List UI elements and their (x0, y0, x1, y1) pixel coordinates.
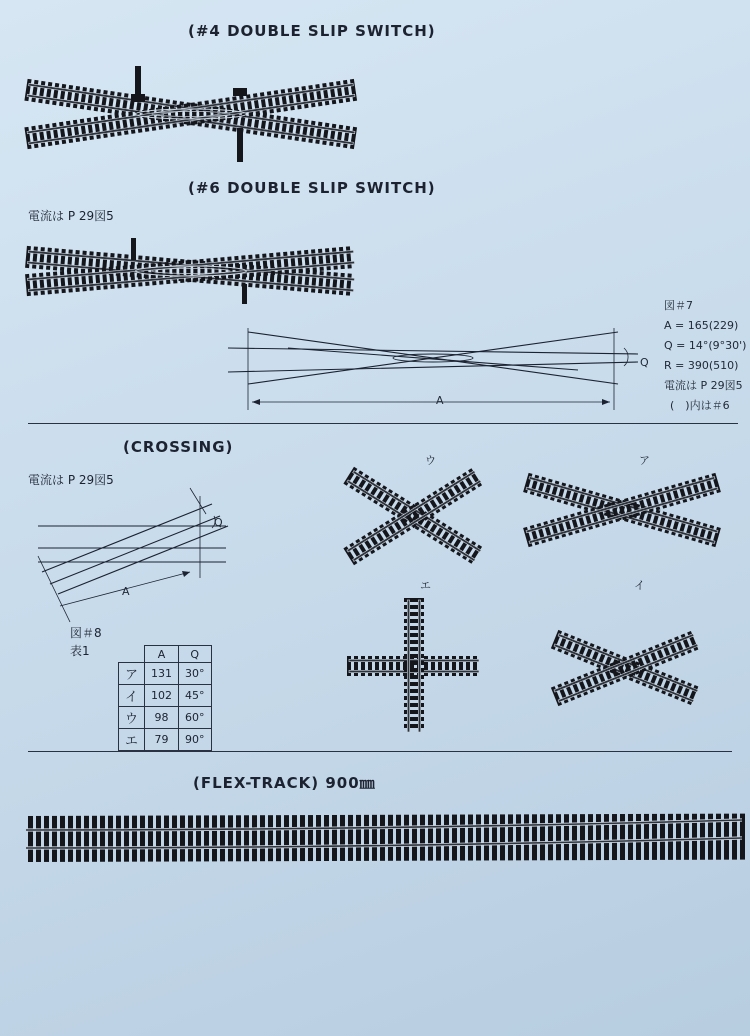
section-divider-2 (28, 751, 732, 752)
double-slip-6-track (28, 236, 358, 306)
figure8-label: 図＃8 (70, 626, 102, 640)
table1-label: 表1 (70, 644, 90, 658)
figure7-spec-block (664, 296, 746, 416)
crossing-a-label: ア (639, 454, 650, 467)
row-a: 79 (145, 729, 179, 751)
slip6-current-note: 電流は P 29図5 (28, 209, 114, 223)
slip-schematic-diagram (228, 318, 638, 418)
figure7-label: 図＃7 (664, 299, 693, 312)
crossing-60-track (330, 460, 510, 570)
crossing-dim-a-label: A (122, 585, 130, 598)
figure7-spec-r: R = 390(510) (664, 359, 739, 372)
crossing-dim-q-label: Q (214, 516, 223, 529)
crossing-title: (CROSSING) (123, 438, 234, 456)
slip6-title: (#6 DOUBLE SLIP SWITCH) (188, 179, 436, 197)
row-kana: ア (119, 663, 145, 685)
slip-dim-a-label: A (436, 394, 444, 407)
figure7-spec-q: Q = 14°(9°30') (664, 339, 747, 352)
row-q: 60° (179, 707, 212, 729)
row-q: 30° (179, 663, 212, 685)
crossing-30-track (520, 466, 730, 556)
row-a: 98 (145, 707, 179, 729)
row-a: 131 (145, 663, 179, 685)
crossing-90-track (344, 600, 484, 740)
section-divider-1 (28, 423, 738, 424)
table-header-a: A (145, 646, 179, 663)
crossing-u-label: ウ (425, 454, 436, 467)
table-row (119, 663, 212, 685)
row-kana: エ (119, 729, 145, 751)
crossing-45-track (548, 622, 708, 716)
figure7-spec-a: A = 165(229) (664, 319, 739, 332)
slip-dim-q-label: Q (640, 356, 649, 369)
flex-track (26, 806, 746, 870)
slip4-title: (#4 DOUBLE SLIP SWITCH) (188, 22, 436, 40)
double-slip-4-track (28, 64, 358, 164)
table-row (119, 707, 212, 729)
table-row (119, 685, 212, 707)
row-kana: イ (119, 685, 145, 707)
crossing-i-label: イ (634, 579, 645, 592)
crossing-current-note: 電流は P 29図5 (28, 473, 114, 487)
figure7-bracket-note: ( )内は＃6 (670, 399, 730, 412)
crossing-spec-table (118, 645, 212, 751)
row-kana: ウ (119, 707, 145, 729)
row-q: 90° (179, 729, 212, 751)
row-a: 102 (145, 685, 179, 707)
crossing-schematic-diagram (30, 486, 240, 626)
figure7-current: 電流は P 29図5 (664, 379, 743, 392)
row-q: 45° (179, 685, 212, 707)
table-header-q: Q (179, 646, 212, 663)
table-row (119, 729, 212, 751)
flex-title: (FLEX-TRACK) 900㎜ (193, 774, 376, 792)
crossing-e-label: エ (420, 579, 431, 592)
